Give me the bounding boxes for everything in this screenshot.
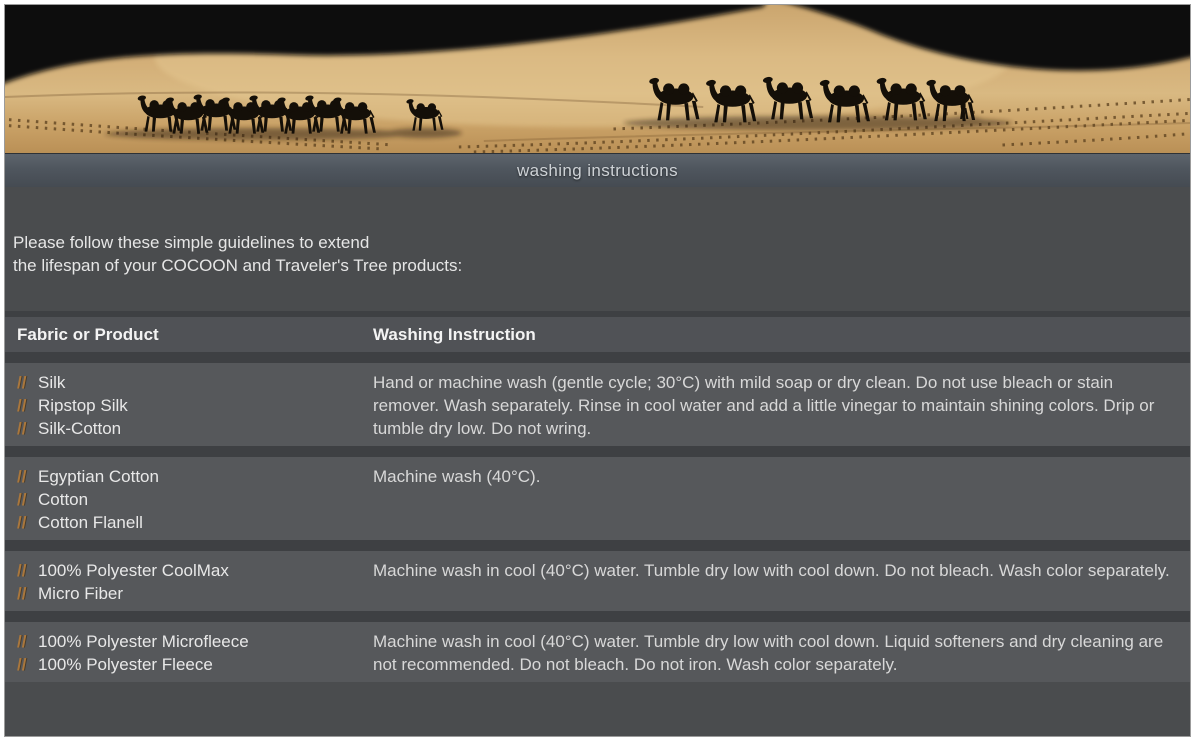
fabric-item xyxy=(17,582,365,605)
intro-text-line-1: Please follow these simple guidelines to extend xyxy=(13,233,370,252)
fabric-cell xyxy=(5,630,365,676)
fabric-label: Egyptian Cotton xyxy=(38,467,159,486)
instruction-text: Machine wash in cool (40°C) water. Tumble dry low with cool down. Liquid softeners and dry cleaning are not recommended. Do not bleach. Do not iron. Wash color separately. xyxy=(373,632,1164,674)
fabric-label: 100% Polyester Microfleece xyxy=(38,632,249,651)
fabric-item xyxy=(17,511,365,534)
page-title-bar xyxy=(5,153,1190,187)
page-body xyxy=(5,187,1190,682)
table-rows xyxy=(5,363,1190,682)
page xyxy=(4,4,1191,737)
fabric-item xyxy=(17,630,365,653)
row-gap xyxy=(5,540,1190,551)
slash-bullet-icon: // xyxy=(17,513,27,532)
row-gap xyxy=(5,352,1190,363)
fabric-label: 100% Polyester Fleece xyxy=(38,655,213,674)
table-row xyxy=(5,363,1190,446)
page-title: washing instructions xyxy=(516,160,679,180)
fabric-label: Ripstop Silk xyxy=(38,396,128,415)
column-header-instruction: Washing Instruction xyxy=(373,325,536,344)
fabric-label: Silk-Cotton xyxy=(38,419,122,438)
fabric-label: Cotton xyxy=(38,490,89,509)
fabric-cell xyxy=(5,371,365,440)
intro-text-line-2: the lifespan of your COCOON and Traveler's Tree products: xyxy=(13,256,463,275)
fabric-item xyxy=(17,394,365,417)
instruction-text: Machine wash (40°C). xyxy=(373,467,541,486)
fabric-item xyxy=(17,488,365,511)
row-gap xyxy=(5,611,1190,622)
desert-caravan-image xyxy=(5,5,1190,153)
fabric-item xyxy=(17,559,365,582)
slash-bullet-icon: // xyxy=(17,655,27,674)
table-row xyxy=(5,551,1190,611)
table-row xyxy=(5,622,1190,682)
fabric-label: 100% Polyester CoolMax xyxy=(38,561,229,580)
table-header-row xyxy=(5,317,1190,352)
fabric-label: Cotton Flanell xyxy=(38,513,143,532)
instruction-text: Machine wash in cool (40°C) water. Tumble dry low with cool down. Do not bleach. Wash color separately. xyxy=(373,561,1170,580)
washing-table xyxy=(5,311,1190,682)
fabric-item xyxy=(17,653,365,676)
column-header-fabric: Fabric or Product xyxy=(17,325,159,344)
slash-bullet-icon: // xyxy=(17,561,27,580)
slash-bullet-icon: // xyxy=(17,467,27,486)
fabric-label: Silk xyxy=(38,373,66,392)
row-gap xyxy=(5,446,1190,457)
slash-bullet-icon: // xyxy=(17,584,27,603)
fabric-label: Micro Fiber xyxy=(38,584,124,603)
instruction-text: Hand or machine wash (gentle cycle; 30°C) with mild soap or dry clean. Do not use bleach or stain remover. Wash separately. Rinse in cool water and add a little vinegar to maintain shining colors. Drip or tumble dry low. Do not wring. xyxy=(373,373,1155,438)
slash-bullet-icon: // xyxy=(17,396,27,415)
slash-bullet-icon: // xyxy=(17,373,27,392)
slash-bullet-icon: // xyxy=(17,632,27,651)
fabric-item xyxy=(17,417,365,440)
table-row xyxy=(5,457,1190,540)
fabric-item xyxy=(17,465,365,488)
slash-bullet-icon: // xyxy=(17,490,27,509)
fabric-item xyxy=(17,371,365,394)
fabric-cell xyxy=(5,559,365,605)
slash-bullet-icon: // xyxy=(17,419,27,438)
intro-text xyxy=(5,231,1190,277)
fabric-cell xyxy=(5,465,365,534)
